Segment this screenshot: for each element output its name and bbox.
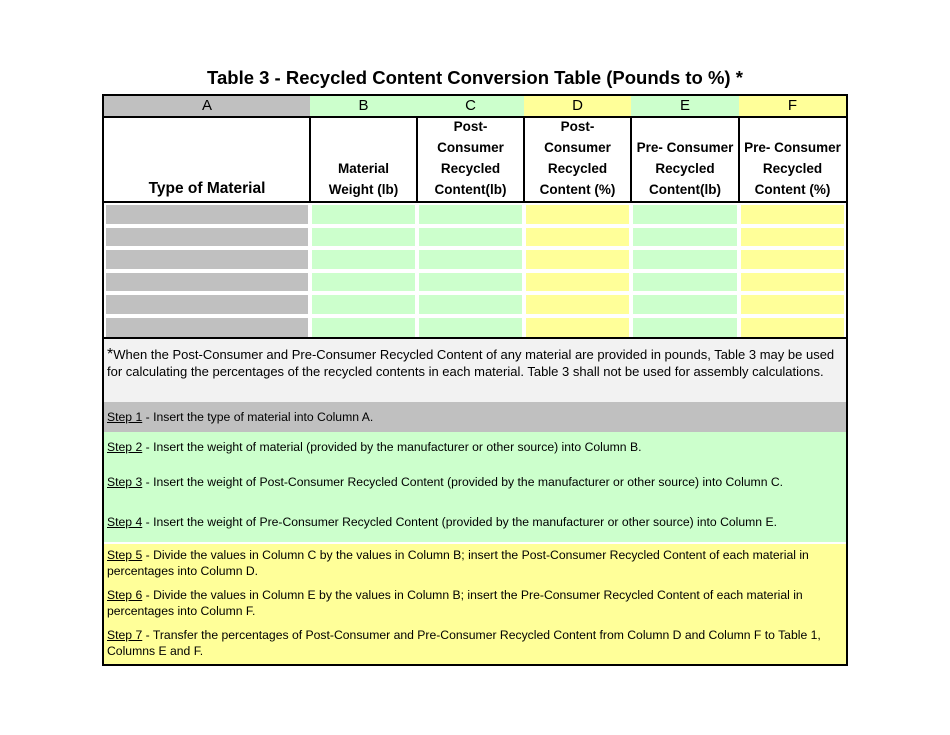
header-line: Content (%) [754, 182, 831, 197]
step-1 [104, 402, 846, 432]
column-letter-d: D [524, 96, 631, 116]
table-cell[interactable] [312, 295, 415, 314]
header-line: Recycled [440, 161, 501, 176]
table-cell[interactable] [312, 318, 415, 337]
table-cell[interactable] [741, 318, 844, 337]
step-text: - Insert the weight of Pre-Consumer Recycled Content (provided by the manufacturer or other source) into Column E. [142, 515, 777, 529]
header-line: Consumer [544, 140, 611, 155]
table-cell[interactable] [741, 228, 844, 247]
step-5 [104, 544, 846, 584]
header-line: Material [337, 161, 389, 176]
header-pre-consumer-pct [739, 118, 846, 201]
divider-line [738, 116, 740, 203]
header-line: Post- [453, 119, 488, 134]
divider-line [416, 116, 418, 203]
table-cell[interactable] [106, 250, 308, 269]
header-line: Post- [560, 119, 595, 134]
step-label: Step 2 [107, 440, 143, 454]
table-cell[interactable] [312, 228, 415, 247]
table-cell[interactable] [106, 318, 308, 337]
column-letter-f: F [739, 96, 846, 116]
divider-line [630, 116, 632, 203]
header-line: Content (%) [539, 182, 616, 197]
table-cell[interactable] [106, 228, 308, 247]
step-7 [104, 624, 846, 664]
column-letter-b: B [310, 96, 417, 116]
header-line: Consumer [437, 140, 504, 155]
step-label: Step 5 [107, 548, 143, 562]
header-line: Type of Material [148, 180, 266, 197]
table-cell[interactable] [741, 273, 844, 292]
table-cell[interactable] [106, 295, 308, 314]
table-cell[interactable] [419, 273, 522, 292]
table-cell[interactable] [633, 295, 737, 314]
header-type-of-material [104, 118, 310, 201]
header-line: Pre- Consumer [636, 140, 734, 155]
step-text: - Insert the weight of Post-Consumer Recycled Content (provided by the manufacturer or other source) into Column C. [142, 475, 784, 489]
header-line: Recycled [655, 161, 715, 176]
divider-line [104, 337, 846, 339]
table-cell[interactable] [633, 228, 737, 247]
step-text: - Insert the type of material into Column A. [142, 410, 374, 424]
step-label: Step 3 [107, 475, 143, 489]
table-title: Table 3 - Recycled Content Conversion Table (Pounds to %) * [207, 67, 743, 88]
table-cell[interactable] [312, 273, 415, 292]
step-text: - Transfer the percentages of Post-Consumer and Pre-Consumer Recycled Content from Column D and Column F to Table 1, Columns E and F. [107, 628, 821, 658]
table-cell[interactable] [741, 295, 844, 314]
table-cell[interactable] [106, 205, 308, 224]
table-cell[interactable] [526, 318, 629, 337]
header-line: Weight (lb) [328, 182, 399, 197]
step-label: Step 7 [107, 628, 143, 642]
table-cell[interactable] [106, 273, 308, 292]
table-cell[interactable] [741, 205, 844, 224]
divider-line [104, 201, 846, 203]
step-2 [104, 432, 846, 462]
divider-line [309, 116, 311, 203]
table-cell[interactable] [526, 250, 629, 269]
header-line: Content(lb) [649, 182, 721, 197]
footnote [104, 339, 846, 402]
table-cell[interactable] [741, 250, 844, 269]
column-letter-e: E [631, 96, 739, 116]
header-material-weight [310, 118, 417, 201]
header-post-consumer-pct [524, 118, 631, 201]
step-label: Step 1 [107, 410, 143, 424]
step-label: Step 6 [107, 588, 143, 602]
step-text: - Insert the weight of material (provided by the manufacturer or other source) into Column B. [142, 440, 642, 454]
table-cell[interactable] [419, 205, 522, 224]
conversion-table [102, 94, 848, 666]
divider-line [104, 116, 846, 118]
footnote-star: * [107, 346, 114, 363]
step-4 [104, 502, 846, 542]
step-text: - Divide the values in Column C by the values in Column B; insert the Post-Consumer Recycled Content of each material in percentages into Column D. [107, 548, 809, 578]
table-cell[interactable] [312, 205, 415, 224]
header-line: Content(lb) [434, 182, 507, 197]
divider-line [523, 116, 525, 203]
table-cell[interactable] [526, 205, 629, 224]
footnote-text: When the Post-Consumer and Pre-Consumer Recycled Content of any material are provided in pounds, Table 3 may be used for calculating the percentages of the recycled contents in each material. Table 3 shall not be used for assembly calculations. [107, 347, 835, 379]
header-post-consumer-lb [417, 118, 524, 201]
column-letter-a: A [104, 96, 310, 116]
header-line: Pre- Consumer [744, 140, 841, 155]
table-cell[interactable] [419, 250, 522, 269]
step-text: - Divide the values in Column E by the values in Column B; insert the Pre-Consumer Recycled Content of each material in percentages into Column F. [107, 588, 803, 618]
table-cell[interactable] [312, 250, 415, 269]
header-line: Recycled [547, 161, 608, 176]
table-cell[interactable] [633, 205, 737, 224]
table-cell[interactable] [633, 250, 737, 269]
table-cell[interactable] [633, 318, 737, 337]
step-6 [104, 584, 846, 624]
table-cell[interactable] [526, 295, 629, 314]
table-cell[interactable] [419, 318, 522, 337]
column-letter-c: C [417, 96, 524, 116]
step-label: Step 4 [107, 515, 143, 529]
table-cell[interactable] [633, 273, 737, 292]
table-cell[interactable] [526, 273, 629, 292]
header-pre-consumer-lb [631, 118, 739, 201]
table-cell[interactable] [419, 295, 522, 314]
header-line: Recycled [762, 161, 823, 176]
table-cell[interactable] [419, 228, 522, 247]
step-3 [104, 462, 846, 502]
table-cell[interactable] [526, 228, 629, 247]
